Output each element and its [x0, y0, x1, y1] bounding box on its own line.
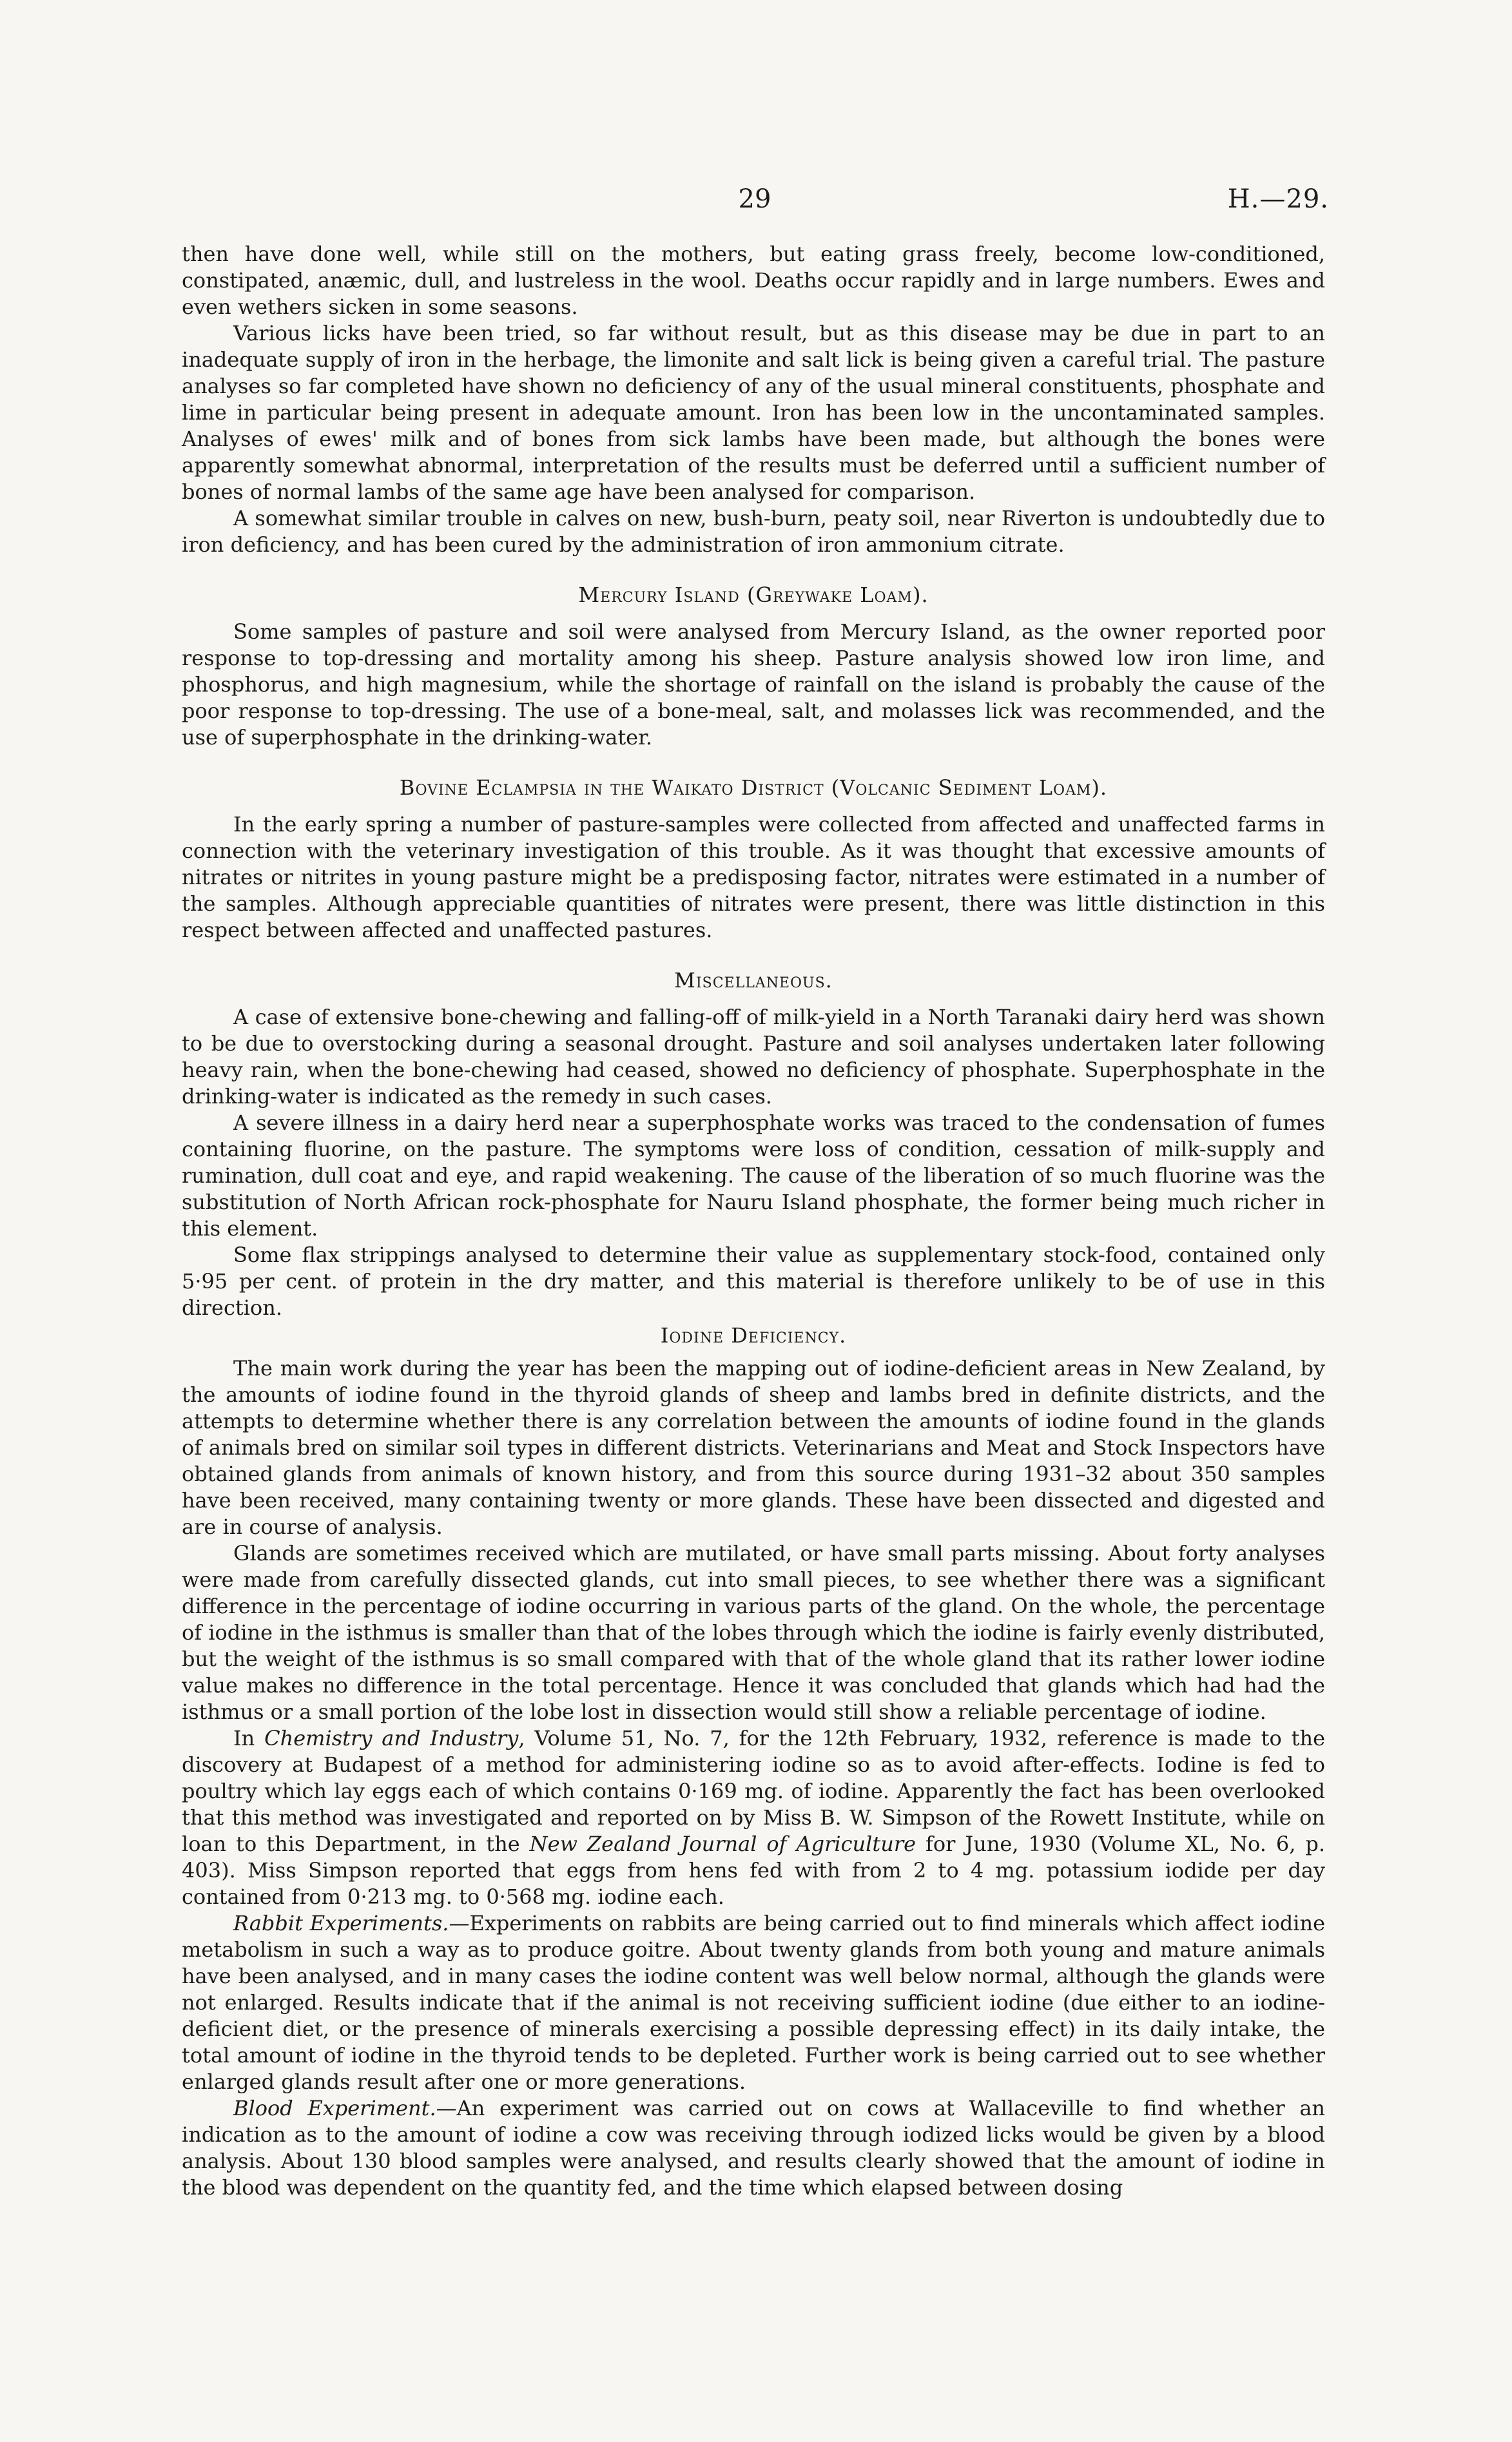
paragraph [182, 1910, 1325, 2095]
paragraph: Various licks have been tried, so far without result, but as this disease may be due in part to an inadequate supply of iron in the herbage, the limonite and salt lick is being given a careful trial. The pasture analyses so far completed have shown no deficiency of any of the usual mineral constituents, phosphate and lime in particular being present in adequate amount. Iron has been low in the uncontaminated samples. Analyses of ewes' milk and of bones from sick lambs have been made, but although the bones were apparently somewhat abnormal, interpretation of the results must be deferred until a sufficient number of bones of normal lambs of the same age have been analysed for comparison. [182, 321, 1325, 504]
paragraph: Some samples of pasture and soil were analysed from Mercury Island, as the owner reported poor response to top-dressing and mortality among his sheep. Pasture analysis showed low iron lime, and phosphorus, and high magnesium, while the shortage of rainfall on the island is probably the cause of the poor response to top-dressing. The use of a bone-meal, salt, and molasses lick was recommended, and the use of superphosphate in the drinking-water. [182, 619, 1325, 750]
paragraph: The main work during the year has been the mapping out of iodine-deficient areas in New Zealand, by the amounts of iodine found in the thyroid glands of sheep and lambs bred in definite districts, and the attempts to determine whether there is any correlation between the amounts of iodine found in the glands of animals bred on similar soil types in different districts. Veterinarians and Meat and Stock Inspectors have obtained glands from animals of known history, and from this source during 1931–32 about 350 samples have been received, many containing twenty or more glands. These have been dissected and digested and are in course of analysis. [182, 1356, 1325, 1539]
section-heading-bovine-eclampsia: Bovine Eclampsia in the Waikato District (Volcanic Sediment Loam). [399, 775, 1108, 800]
document-reference: H.—29. [1227, 184, 1329, 214]
page-header [180, 184, 1329, 223]
section-heading-mercury-island: Mercury Island (Greywake Loam). [578, 583, 929, 607]
paragraph: then have done well, while still on the mothers, but eating grass freely, become low-conditioned, constipated, anæmic, dull, and lustreless in the wool. Deaths occur rapidly and in large numbers. Ewes and even wethers sicken in some seasons. [182, 242, 1325, 319]
paragraph: Glands are sometimes received which are mutilated, or have small parts missing. About forty analyses were made from carefully dissected glands, cut into small pieces, to see whether there was a significant difference in the percentage of iodine occurring in various parts of the gland. On the whole, the percentage of iodine in the isthmus is smaller than that of the lobes through which the iodine is fairly evenly distributed, but the weight of the isthmus is so small compared with that of the whole gland that its rather lower iodine value makes no difference in the total percentage. Hence it was concluded that glands which had had the isthmus or a small portion of the lobe lost in dissection would still show a reliable percentage of iodine. [182, 1541, 1325, 1724]
paragraph: A case of extensive bone-chewing and falling-off of milk-yield in a North Taranaki dairy herd was shown to be due to overstocking during a seasonal drought. Pasture and soil analyses undertaken later following heavy rain, when the bone-chewing had ceased, showed no deficiency of phosphate. Superphosphate in the drinking-water is indicated as the remedy in such cases. [182, 1005, 1325, 1109]
paragraph-text: In [233, 1726, 265, 1750]
subheading-rabbit-experiments: Rabbit Experiments. [233, 1911, 449, 1935]
page-number: 29 [738, 184, 771, 214]
paragraph-text: for June, 1930 (Volume XL, No. 6, p. 403). Miss Simpson reported that eggs from hens fed with from 2 to 4 mg. potassium iodide per day contained from 0·213 mg. to 0·568 mg. iodine each. [182, 1832, 1325, 1909]
citation-title: Chemistry and Industry [264, 1726, 519, 1750]
citation-title: New Zealand Journal of Agriculture [529, 1832, 916, 1856]
paragraph [182, 2095, 1325, 2201]
paragraph [182, 1725, 1325, 1910]
paragraph: Some flax strippings analysed to determine their value as supplementary stock-food, contained only 5·95 per cent. of protein in the dry matter, and this material is therefore unlikely to be of use in this direction. [182, 1243, 1325, 1320]
body-text [182, 241, 1325, 2201]
paragraph-text: , Volume 51, No. 7, for the 12th February, 1932, reference is made to the discovery at Budapest of a method for administering iodine so as to avoid after-effects. Iodine is fed to poultry which lay eggs each of which contains 0·169 mg. of iodine. Apparently the fact has been overlooked that this method was investigated and reported on by Miss B. W. Simpson of the Rowett Institute, while on loan to this Department, in the [182, 1726, 1326, 1856]
section-heading-iodine-deficiency: Iodine Deficiency. [660, 1323, 847, 1348]
paragraph: A severe illness in a dairy herd near a superphosphate works was traced to the condensation of fumes containing fluorine, on the pasture. The symptoms were loss of condition, cessation of milk-supply and rumination, dull coat and eye, and rapid weakening. The cause of the liberation of so much fluorine was the substitution of North African rock-phosphate for Nauru Island phosphate, the former being much richer in this element. [182, 1110, 1325, 1241]
subheading-blood-experiment: Blood Experiment. [233, 2096, 436, 2120]
section-heading-miscellaneous: Miscellaneous. [674, 968, 833, 993]
paragraph: A somewhat similar trouble in calves on new, bush-burn, peaty soil, near Riverton is undoubtedly due to iron deficiency, and has been cured by the administration of iron ammonium citrate. [182, 506, 1325, 557]
paragraph: In the early spring a number of pasture-samples were collected from affected and unaffected farms in connection with the veterinary investigation of this trouble. As it was thought that excessive amounts of nitrates or nitrites in young pasture might be a predisposing factor, nitrates were estimated in a number of the samples. Although appreciable quantities of nitrates were present, there was little distinction in this respect between affected and unaffected pastures. [182, 812, 1325, 942]
paragraph-text: —An experiment was carried out on cows at Wallaceville to find whether an indication as to the amount of iodine a cow was receiving through iodized licks would be given by a blood analysis. About 130 blood samples were analysed, and results clearly showed that the amount of iodine in the blood was dependent on the quantity fed, and the time which elapsed between dosing [182, 2096, 1326, 2200]
paragraph-text: —Experiments on rabbits are being carried out to find minerals which affect iodine metabolism in such a way as to produce goitre. About twenty glands from both young and mature animals have been analysed, and in many cases the iodine content was well below normal, although the glands were not enlarged. Results indicate that if the animal is not receiving sufficient iodine (due either to an iodine-deficient diet, or the presence of minerals exercising a possible depressing effect) in its daily intake, the total amount of iodine in the thyroid tends to be depleted. Further work is being carried out to see whether enlarged glands result after one or more generations. [182, 1911, 1326, 2094]
